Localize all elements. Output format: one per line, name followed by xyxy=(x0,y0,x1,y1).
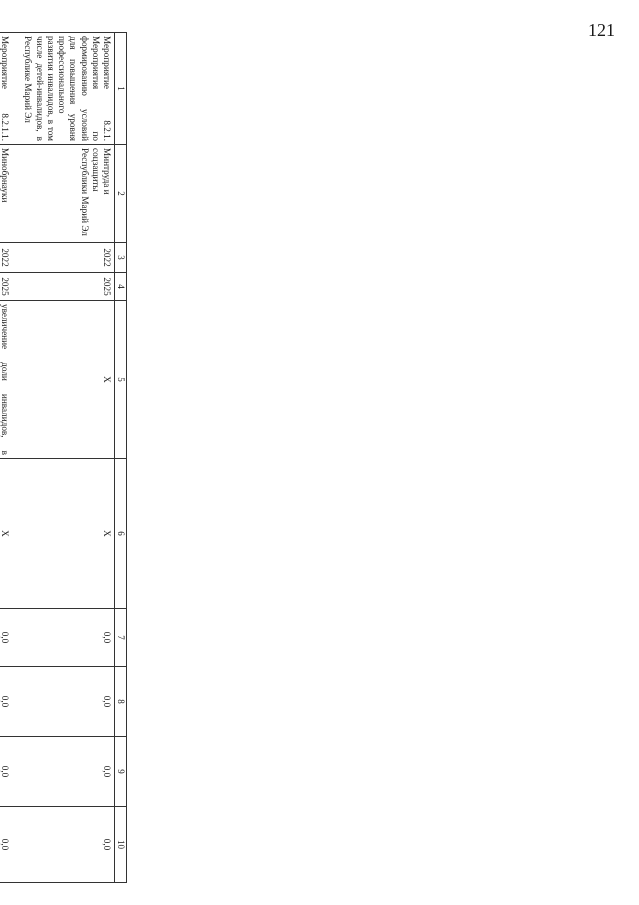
column-header-1: 1 xyxy=(115,33,127,145)
column-header-6: 6 xyxy=(115,459,127,609)
end-year-cell: 2025 xyxy=(0,273,13,301)
column-6-cell: X xyxy=(13,459,115,609)
column-6-cell: X xyxy=(0,459,13,609)
column-header-7: 7 xyxy=(115,609,127,667)
responsible-executor-cell: Минобрнауки xyxy=(0,145,13,243)
column-header-10: 10 xyxy=(115,807,127,883)
expected-result-cell: X xyxy=(13,301,115,459)
table-row xyxy=(13,33,115,883)
value-col7-cell: 0,0 xyxy=(0,609,13,667)
program-activities-table xyxy=(0,32,127,883)
value-col9-cell: 0,0 xyxy=(13,737,115,807)
column-header-4: 4 xyxy=(115,273,127,301)
value-col10-cell: 0,0 xyxy=(0,807,13,883)
column-header-9: 9 xyxy=(115,737,127,807)
column-header-5: 5 xyxy=(115,301,127,459)
column-number-row xyxy=(115,33,127,883)
column-header-8: 8 xyxy=(115,667,127,737)
page-number: 121 xyxy=(588,20,615,40)
value-col9-cell: 0,0 xyxy=(0,737,13,807)
column-header-2: 2 xyxy=(115,145,127,243)
column-header-3: 3 xyxy=(115,243,127,273)
value-col8-cell: 0,0 xyxy=(13,667,115,737)
value-col7-cell: 0,0 xyxy=(13,609,115,667)
start-year-cell: 2022 xyxy=(13,243,115,273)
start-year-cell: 2022 xyxy=(0,243,13,273)
activity-name-cell: Мероприятие 8.2.1.1. xyxy=(0,33,13,145)
end-year-cell: 2025 xyxy=(13,273,115,301)
responsible-executor-cell: Минтруда и соцзащиты Республики Марий Эл xyxy=(13,145,115,243)
table-row xyxy=(0,33,13,883)
value-col8-cell: 0,0 xyxy=(0,667,13,737)
value-col10-cell: 0,0 xyxy=(13,807,115,883)
expected-result-cell: увеличение доли инвалидов, в xyxy=(0,301,13,459)
rotated-table-region xyxy=(0,32,127,882)
activity-name-cell: Мероприятие 8.2.1. Мероприятия по формированию условий для повышения уровня профессионального развития инвалидов, в том числе детей-инвалидов, в Республике Марий Эл xyxy=(13,33,115,145)
